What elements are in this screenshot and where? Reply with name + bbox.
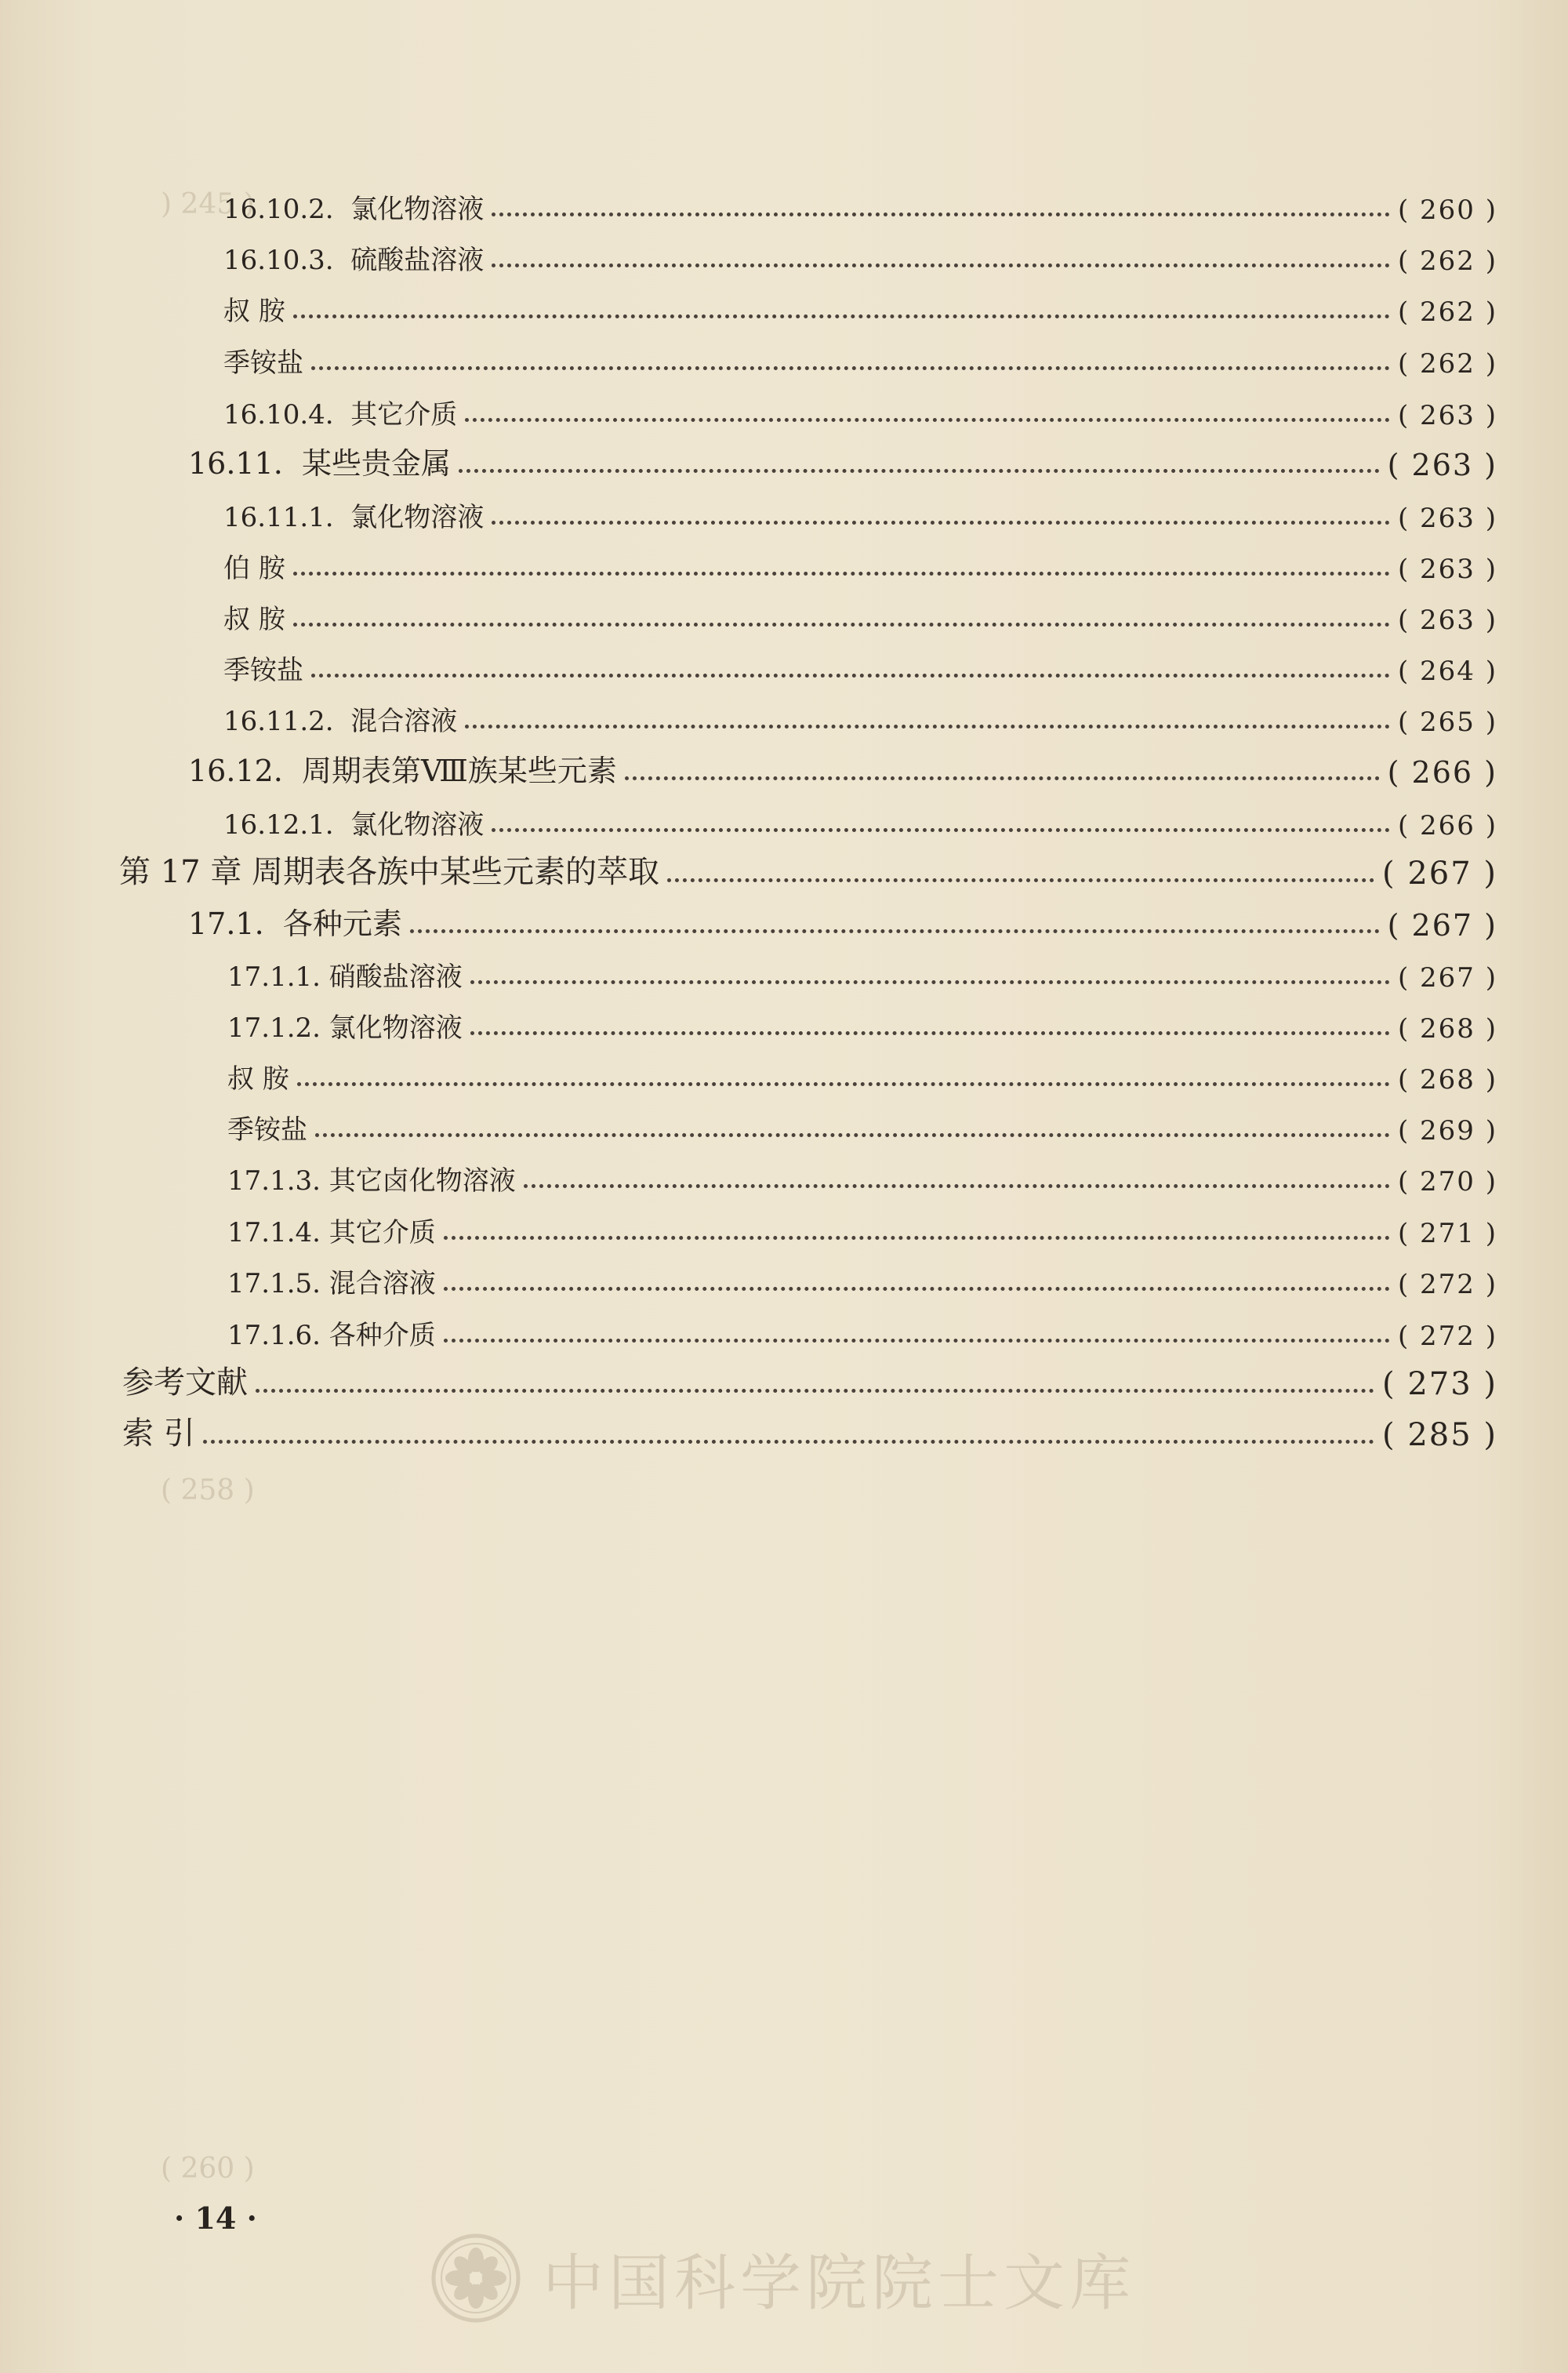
flower-emblem-icon xyxy=(430,2232,522,2324)
toc-entry[interactable] xyxy=(223,640,1497,687)
toc-page-ref: ( 263 ) xyxy=(1387,448,1497,482)
dot-leader xyxy=(293,314,1390,318)
dot-leader xyxy=(410,929,1380,933)
toc-entry[interactable] xyxy=(227,1253,1497,1300)
toc-entry-label: 参考文献 xyxy=(122,1365,248,1401)
dot-leader xyxy=(470,1031,1390,1035)
toc-page-ref: ( 268 ) xyxy=(1397,1013,1497,1045)
toc-page-ref: ( 272 ) xyxy=(1397,1269,1497,1300)
toc-entry[interactable] xyxy=(223,333,1497,380)
dot-leader xyxy=(625,776,1380,780)
toc-page-ref: ( 271 ) xyxy=(1397,1218,1497,1249)
toc-entry[interactable] xyxy=(188,435,1497,482)
toc-page-ref: ( 269 ) xyxy=(1397,1115,1497,1147)
toc-page-ref: ( 273 ) xyxy=(1382,1366,1497,1402)
dot-leader xyxy=(465,725,1390,729)
toc-entry-label: 16.11. 某些贵金属 xyxy=(188,446,452,481)
toc-page-ref: ( 262 ) xyxy=(1397,348,1497,380)
toc-entry[interactable] xyxy=(227,947,1497,994)
dot-leader xyxy=(524,1184,1390,1188)
toc-page-ref: ( 267 ) xyxy=(1387,908,1497,943)
dot-leader xyxy=(256,1389,1374,1393)
toc-entry[interactable] xyxy=(227,1150,1497,1197)
toc-entry-label: 16.10.3. 硫酸盐溶液 xyxy=(223,245,485,276)
toc-entry-label: 17.1.1. 硝酸盐溶液 xyxy=(227,961,463,993)
dot-leader xyxy=(203,1440,1374,1444)
dot-leader xyxy=(459,469,1380,473)
dot-leader xyxy=(492,213,1390,216)
toc-entry[interactable] xyxy=(188,743,1497,790)
toc-page-ref: ( 260 ) xyxy=(1397,194,1497,226)
toc-entry-label: 16.10.4. 其它介质 xyxy=(223,399,458,431)
dot-leader xyxy=(492,828,1390,832)
toc-page-ref: ( 264 ) xyxy=(1397,656,1497,687)
toc-entry-label: 第 17 章 周期表各族中某些元素的萃取 xyxy=(119,854,660,890)
toc-entry-label: 17.1.3. 其它卤化物溶液 xyxy=(227,1165,516,1197)
toc-chapter-entry[interactable] xyxy=(119,845,1497,892)
toc-entry[interactable] xyxy=(227,1305,1497,1352)
toc-entry[interactable] xyxy=(223,794,1497,841)
toc-page-ref: ( 262 ) xyxy=(1397,296,1497,328)
dot-leader xyxy=(470,980,1390,984)
toc-page-ref: ( 270 ) xyxy=(1397,1166,1497,1197)
bleed-through-text: ( 258 ) xyxy=(161,1474,255,1506)
toc-page-ref: ( 266 ) xyxy=(1387,755,1497,790)
dot-leader xyxy=(297,1082,1390,1086)
toc-entry-label: 伯 胺 xyxy=(223,553,285,584)
toc-entry[interactable] xyxy=(223,589,1497,636)
toc-entry-label: 16.11.1. 氯化物溶液 xyxy=(223,502,485,533)
toc-page-ref: ( 262 ) xyxy=(1397,245,1497,277)
toc-page-ref: ( 263 ) xyxy=(1397,400,1497,431)
toc-entry[interactable] xyxy=(223,487,1497,534)
toc-entry-label: 叔 胺 xyxy=(227,1063,289,1095)
toc-entry-label: 17.1.5. 混合溶液 xyxy=(227,1268,436,1299)
toc-entry[interactable] xyxy=(188,896,1497,943)
dot-leader xyxy=(293,572,1390,576)
toc-entry[interactable] xyxy=(223,230,1497,277)
toc-entry[interactable] xyxy=(223,179,1497,226)
toc-entry-label: 17.1. 各种元素 xyxy=(188,907,402,941)
toc-entry-label: 季铵盐 xyxy=(227,1114,307,1146)
toc-entry-index[interactable] xyxy=(122,1406,1497,1453)
toc-entry[interactable] xyxy=(223,538,1497,585)
dot-leader xyxy=(444,1287,1390,1291)
dot-leader xyxy=(465,418,1390,422)
toc-page-ref: ( 267 ) xyxy=(1397,962,1497,994)
toc-entry[interactable] xyxy=(223,281,1497,328)
toc-entry-label: 叔 胺 xyxy=(223,604,285,635)
toc-page-ref: ( 266 ) xyxy=(1397,810,1497,841)
toc-page-ref: ( 263 ) xyxy=(1397,503,1497,534)
dot-leader xyxy=(492,263,1390,267)
page-number: · 14 · xyxy=(174,2200,257,2236)
library-watermark xyxy=(430,2231,1135,2325)
toc-entry-label: 16.12. 周期表第Ⅷ族某些元素 xyxy=(188,754,617,788)
toc-entry[interactable] xyxy=(227,998,1497,1045)
toc-entry-references[interactable] xyxy=(122,1355,1497,1402)
toc-entry-label: 17.1.6. 各种介质 xyxy=(227,1320,436,1351)
dot-leader xyxy=(492,521,1390,525)
toc-page-ref: ( 263 ) xyxy=(1397,554,1497,585)
toc-entry-label: 16.12.1. 氯化物溶液 xyxy=(223,809,485,841)
toc-entry-label: 16.10.2. 氯化物溶液 xyxy=(223,194,485,225)
toc-entry[interactable] xyxy=(223,384,1497,431)
toc-entry-label: 季铵盐 xyxy=(223,655,303,686)
bleed-through-text: ( 260 ) xyxy=(161,2153,255,2185)
toc-entry-label: 17.1.2. 氯化物溶液 xyxy=(227,1012,463,1044)
toc-page-ref: ( 263 ) xyxy=(1397,605,1497,636)
toc-entry-label: 17.1.4. 其它介质 xyxy=(227,1217,436,1248)
dot-leader xyxy=(311,366,1390,370)
dot-leader xyxy=(315,1133,1390,1137)
dot-leader xyxy=(444,1339,1390,1343)
toc-page-ref: ( 272 ) xyxy=(1397,1321,1497,1352)
toc-entry[interactable] xyxy=(227,1099,1497,1147)
toc-entry-label: 16.11.2. 混合溶液 xyxy=(223,706,458,737)
toc-page-ref: ( 267 ) xyxy=(1382,856,1497,892)
dot-leader xyxy=(444,1236,1390,1240)
toc-page-ref: ( 285 ) xyxy=(1382,1417,1497,1453)
toc-entry-label: 叔 胺 xyxy=(223,296,285,327)
toc-entry-label: 季铵盐 xyxy=(223,347,303,379)
toc-page-ref: ( 268 ) xyxy=(1397,1064,1497,1096)
dot-leader xyxy=(311,674,1390,678)
toc-page-ref: ( 265 ) xyxy=(1397,707,1497,738)
watermark-text: 中国科学院院士文库 xyxy=(543,2248,1136,2319)
toc-entry[interactable] xyxy=(227,1202,1497,1249)
toc-entry[interactable] xyxy=(223,691,1497,738)
bleed-through-text: ) 245 ) xyxy=(161,188,255,220)
toc-entry[interactable] xyxy=(227,1048,1497,1096)
dot-leader xyxy=(293,623,1390,627)
toc-entry-label: 索 引 xyxy=(122,1415,195,1452)
dot-leader xyxy=(667,878,1374,882)
